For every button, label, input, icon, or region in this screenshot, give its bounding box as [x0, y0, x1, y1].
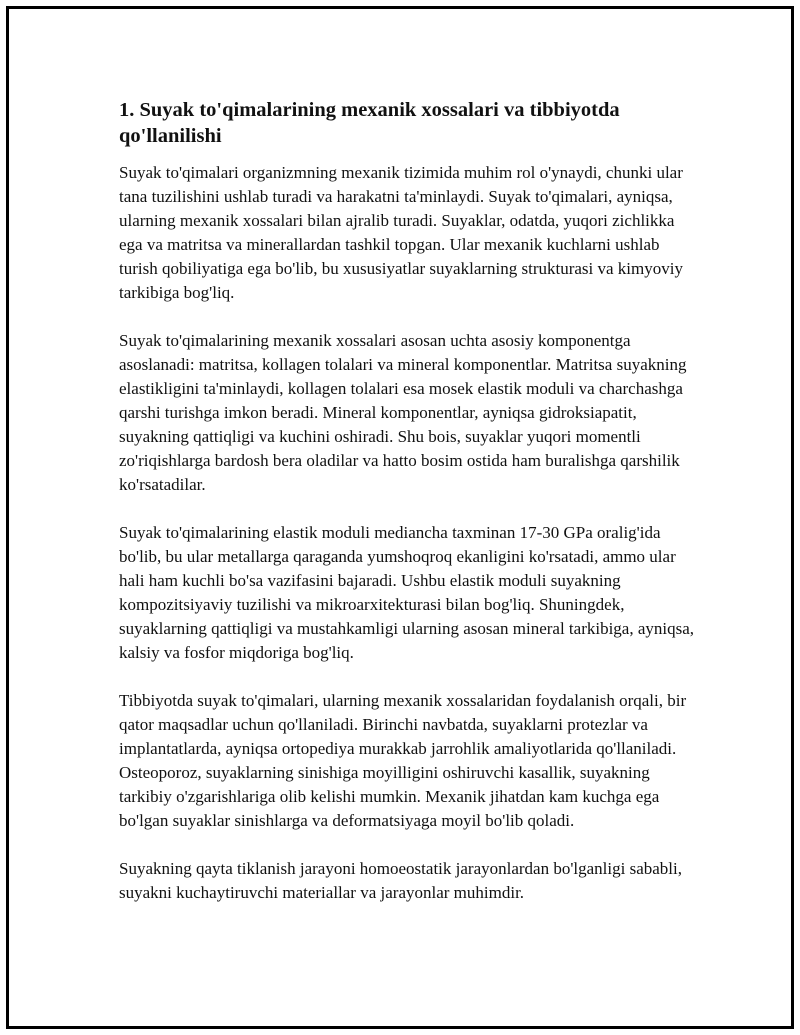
paragraph-1: Suyak to'qimalari organizmning mexanik tizimida muhim rol o'ynaydi, chunki ular tana tuzilishini ushlab turadi va harakatni ta'minlaydi. Suyak to'qimalari, ayniqsa, ularning mexanik xossalari bilan ajralib turadi. Suyaklar, odatda, yuqori zichlikka ega va matritsa va minerallardan tashkil topgan. Ular mexanik kuchlarni ushlab turish qobiliyatiga ega bo'lib, bu xususiyatlar suyaklarning strukturasi va kimyoviy tarkibiga bog'liq.: [119, 163, 683, 302]
paragraph-5: Suyakning qayta tiklanish jarayoni homoeostatik jarayonlardan bo'lganligi sababli, suyakni kuchaytiruvchi materiallar va jarayonlar muhimdir.: [119, 859, 682, 902]
paragraph-4: Tibbiyotda suyak to'qimalari, ularning mexanik xossalaridan foydalanish orqali, bir qator maqsadlar uchun qo'llaniladi. Birinchi navbatda, suyaklarni protezlar va implantatlarda, ayniqsa ortopediya murakkab jarrohlik amaliyotlarida qo'llaniladi. Osteoporoz, suyaklarning sinishiga moyilligini oshiruvchi kasallik, suyakning tarkibiy o'zgarishlariga olib kelishi mumkin. Mexanik jihatdan kam kuchga ega bo'lgan suyaklar sinishlarga va deformatsiyaga moyil bo'lib qoladi.: [119, 691, 687, 830]
section-title: 1. Suyak to'qimalarining mexanik xossalari va tibbiyotda qo'llanilishi: [119, 99, 620, 147]
paragraph-3: Suyak to'qimalarining elastik moduli mediancha taxminan 17-30 GPa oralig'ida bo'lib, bu ular metallarga qaraganda yumshoqroq ekanligini ko'rsatadi, ammo ular hali ham kuchli bo'sa vazifasini bajaradi. Ushbu elastik moduli suyakning kompozitsiyaviy tuzilishi va mikroarxitekturasi bilan bog'liq. Shuningdek, suyaklarning qattiqligi va mustahkamligi ularning asosan mineral tarkibiga, ayniqsa, kalsiy va fosfor miqdoriga bog'liq.: [119, 523, 695, 662]
document-page: [6, 6, 794, 1029]
paragraph-2: Suyak to'qimalarining mexanik xossalari asosan uchta asosiy komponentga asoslanadi: matritsa, kollagen tolalari va mineral komponentlar. Matritsa suyakning elastikligini ta'minlaydi, kollagen tolalari esa mosek elastik moduli va charchashga qarshi turishga imkon beradi. Mineral komponentlar, ayniqsa gidroksiapatit, suyakning qattiqligi va kuchini oshiradi. Shu bois, suyaklar yuqori momentli zo'riqishlarga bardosh bera oladilar va hatto bosim ostida ham buralishga qarshilik ko'rsatadilar.: [119, 331, 687, 494]
document-content: [119, 97, 699, 929]
